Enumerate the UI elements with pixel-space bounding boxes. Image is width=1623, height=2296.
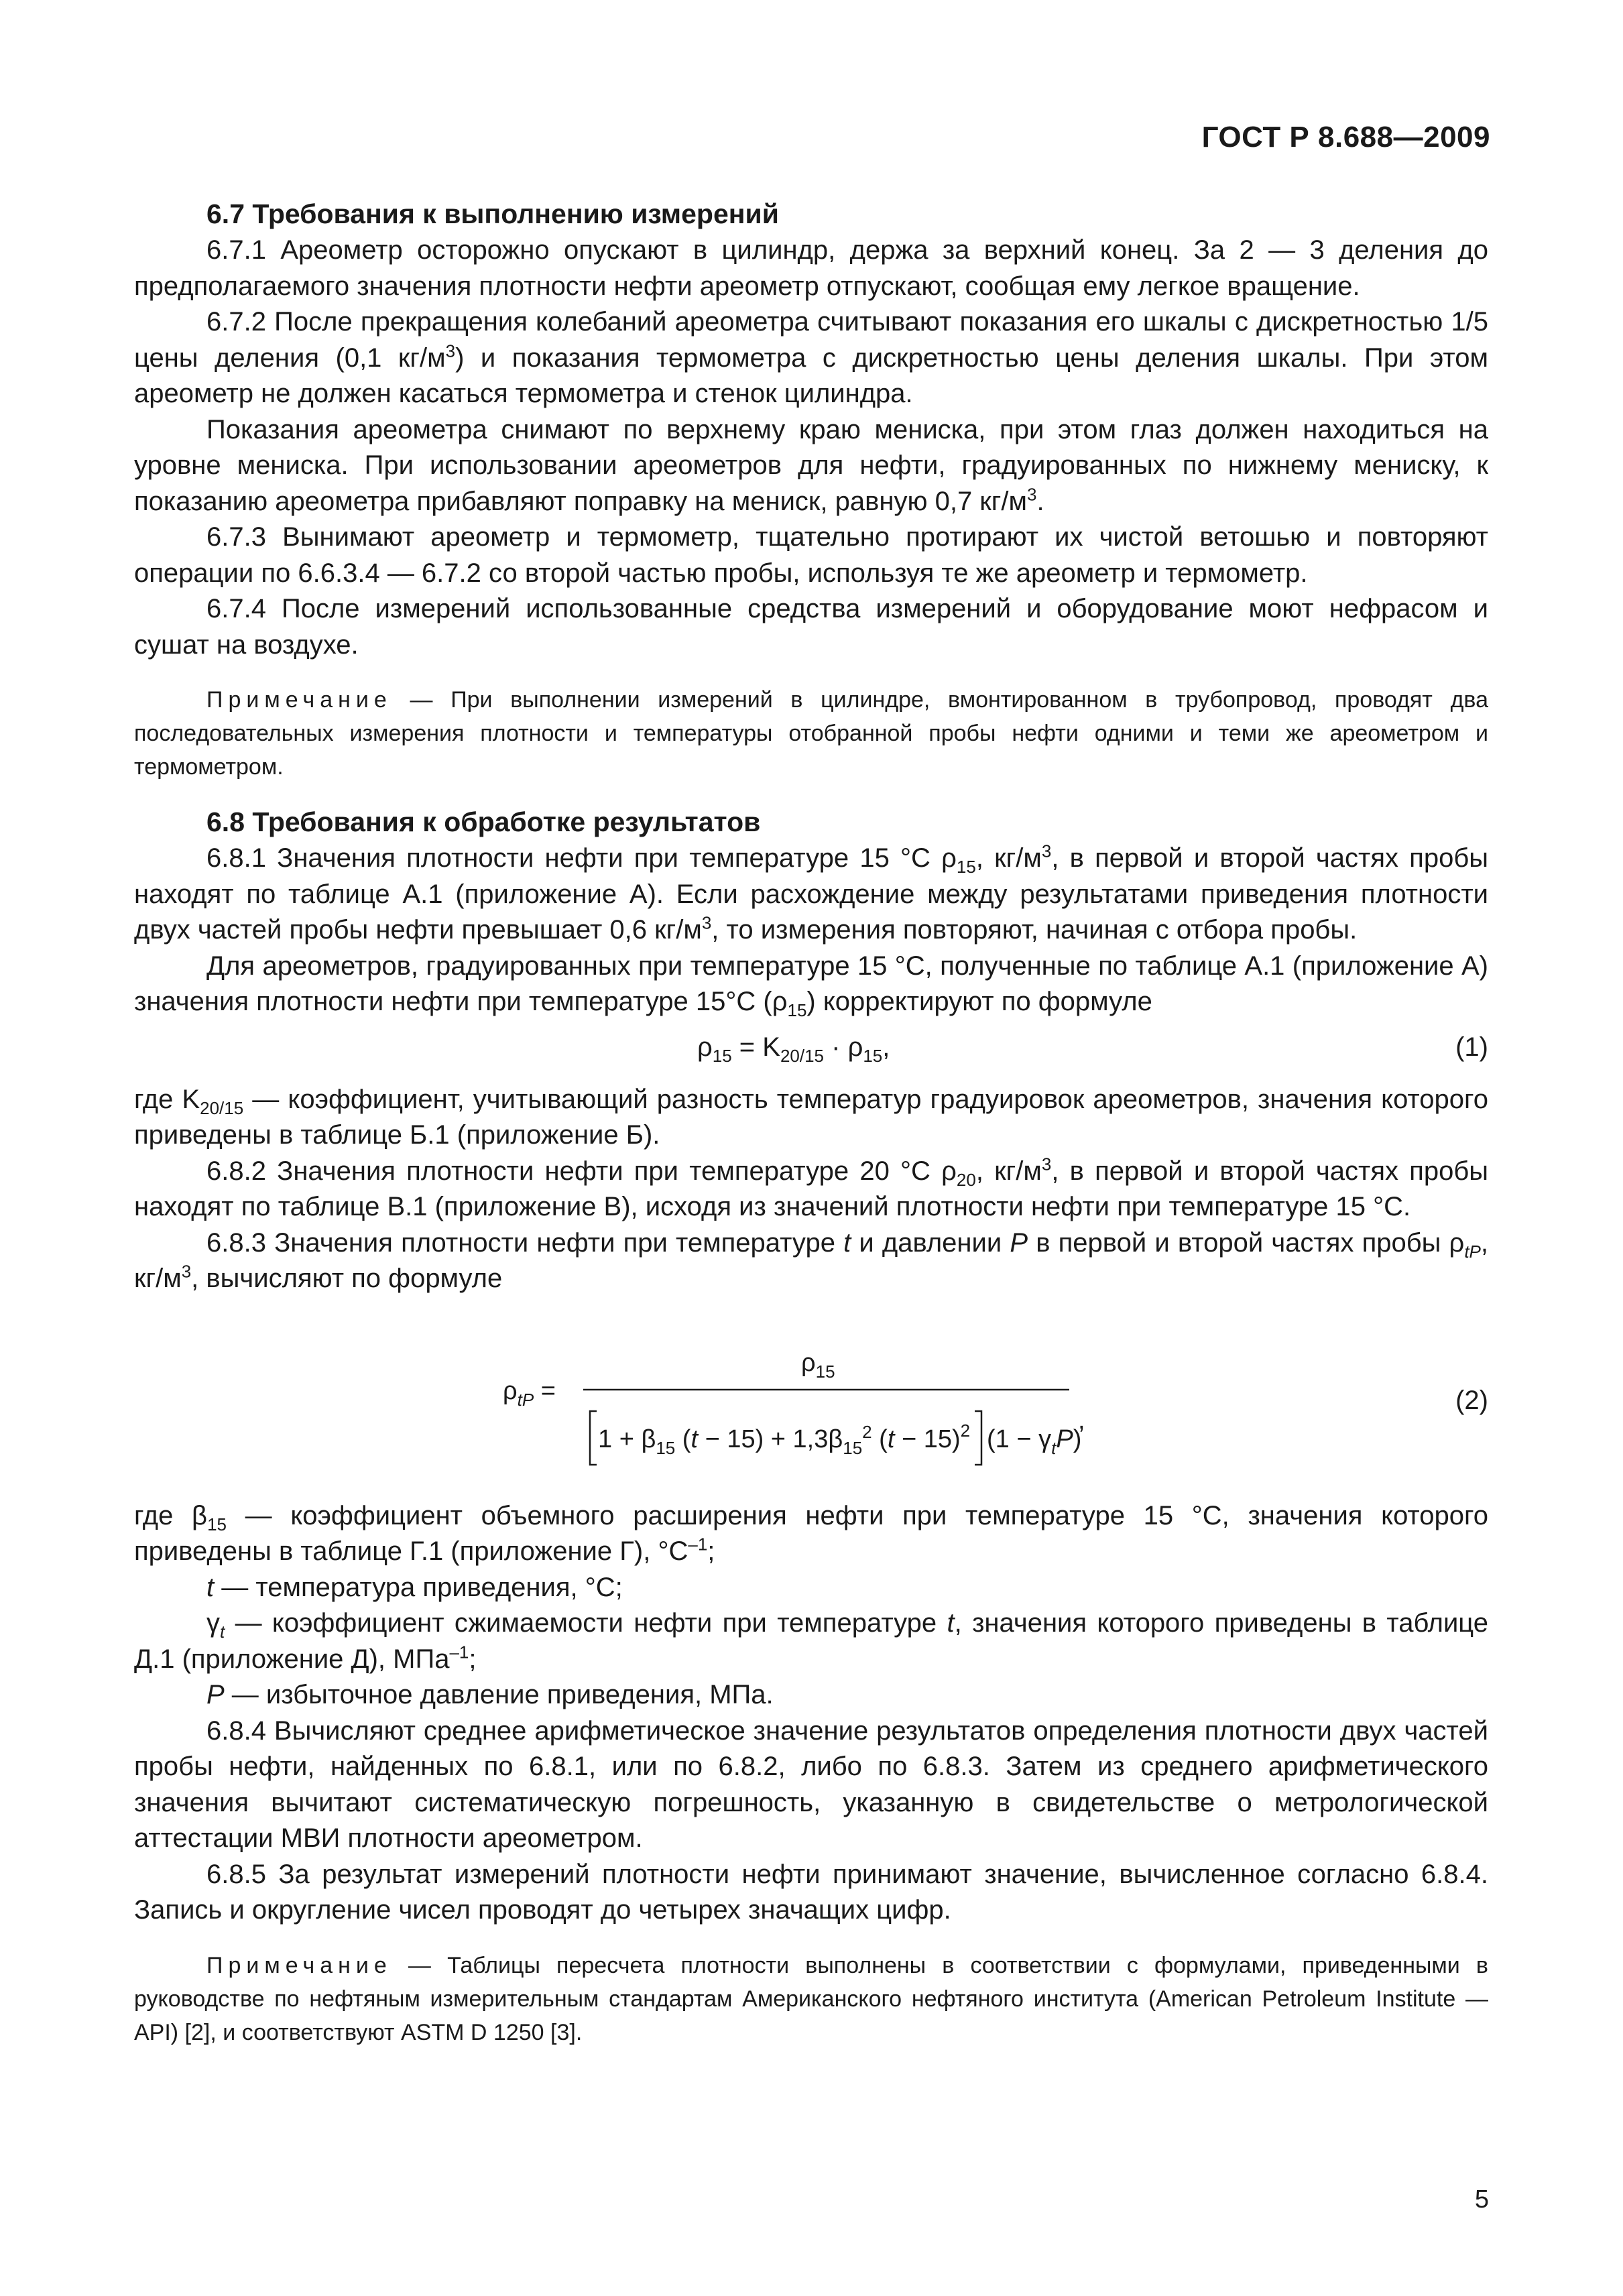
definition-gamma: $\gamma_t$ — коэффициент сжимаемости нефти при температуре t, значения которого приведены в таблице Д.1 (приложение Д), МПа$^{-1}$; [134, 1608, 1488, 1674]
note-6-8: Примечание — Таблицы пересчета плотности выполнены в соответствии с формулами, приведенными в руководстве по нефтяным измерительным стандартам Американского нефтяного института (American Petroleum Institute — API) [2], и соответствуют ASTM D 1250 [3]. [134, 1952, 1488, 2045]
section-heading-6-8: 6.8 Требования к обработке результатов [206, 806, 761, 837]
paragraph-k-coefficient: где $K_{20/15}$ — коэффициент, учитывающий разность температур градуировок ареометров, значения которого приведены в таблице Б.1 (приложение Б). [134, 1084, 1488, 1150]
variable-definitions [134, 1498, 1488, 1713]
svg-text:,: , [1078, 1406, 1085, 1435]
formula-2-number: (2) [1455, 1385, 1488, 1415]
page-content [134, 196, 1488, 2069]
paragraph-6-7-1: 6.7.1 Ареометр осторожно опускают в цилиндр, держа за верхний конец. За 2 — 3 деления до предполагаемого значения плотности нефти ареометр отпускают, сообщая ему легкое вращение. [134, 235, 1488, 301]
formula-2-denominator [590, 1406, 1085, 1465]
formula-2-lhs: $\rho_{tP}$ = [503, 1376, 556, 1410]
page-number: 5 [1474, 2185, 1489, 2214]
paragraph-6-7-2: 6.7.2 После прекращения колебаний ареометра считывают показания его шкалы с дискретностью 1/5 цены деления (0,1 $кг/м^3$) и показания термометра с дискретностью цены деления шкалы. При этом ареометр не должен касаться термометра и стенок цилиндра. [134, 307, 1489, 408]
paragraph-meniscus: Показания ареометра снимают по верхнему краю мениска, при этом глаз должен находиться на уровне мениска. При использовании ареометров для нефти, градуированных по нижнему мениску, к показанию ареометра прибавляют поправку на мениск, равную 0,7 $кг/м^3$. [134, 414, 1488, 516]
formula-1 [134, 1020, 1488, 1082]
svg-text:(1 − γtP): $(1 - \gamma_tP)$ [987, 1425, 1082, 1458]
paragraph-6-8-5: 6.8.5 За результат измерений плотности нефти принимают значение, вычисленное согласно 6.8.4. Запись и округление чисел проводят до четырех значащих цифр. [134, 1859, 1488, 1925]
paragraph-6-8-2: 6.8.2 Значения плотности нефти при температуре 20 °С $\rho_{20}$, $кг/м^3$, в первой и второй частях пробы находят по таблице В.1 (приложение В), исходя из значений плотности нефти при температуре 15 °С. [134, 1154, 1488, 1221]
formula-1-number: (1) [1455, 1032, 1488, 1062]
formula-2-graphic [134, 1297, 1140, 1498]
paragraph-6-8-1: 6.8.1 Значения плотности нефти при температуре 15 °С $\rho_{15}$, $кг/м^3$, в первой и второй частях пробы находят по таблице А.1 (приложение А). Если расхождение между результатами приведения плотности двух частей пробы нефти превышает 0,6 $кг/м^3$, то измерения повторяют, начиная с отбора пробы. [134, 841, 1488, 945]
paragraph-6-8-3: 6.8.3 Значения плотности нефти при температуре t и давлении P в первой и второй частях пробы $\rho_{tP}$, $кг/м^3$, вычисляют по формуле [134, 1227, 1489, 1293]
paragraph-6-7-4: 6.7.4 После измерений использованные средства измерений и оборудование моют нефрасом и сушат на воздухе. [134, 594, 1488, 660]
definition-p: P — избыточное давление приведения, МПа. [206, 1680, 774, 1709]
formula-1-expression: $\rho_{15} = K_{20/15} \cdot \rho_{15}$, [697, 1032, 890, 1066]
paragraph-6-7-3: 6.7.3 Вынимают ареометр и термометр, тщательно протирают их чистой ветошью и повторяют операции по 6.6.3.4 — 6.7.2 со второй частью пробы, используя те же ареометр и термометр. [134, 522, 1488, 588]
formula-2-numerator: $\rho_{15}$ [801, 1348, 835, 1382]
paragraph-hydrometers-15: Для ареометров, градуированных при температуре 15 °С, полученные по таблице А.1 (приложение А) значения плотности нефти при температуре 15°С $(\rho_{15})$ корректируют по формуле [134, 951, 1488, 1020]
section-heading-6-7: 6.7 Требования к выполнению измерений [206, 198, 779, 229]
definition-t: t — температура приведения, °С; [206, 1572, 623, 1602]
note-6-7: Примечание — При выполнении измерений в цилиндре, вмонтированном в трубопровод, проводят два последовательных измерения плотности и температуры отобранной пробы нефти одними и теми же ареометром и термометром. [134, 687, 1488, 780]
paragraph-6-8-4: 6.8.4 Вычисляют среднее арифметическое значение результатов определения плотности двух частей пробы нефти, найденных по 6.8.1, или по 6.8.2, либо по 6.8.3. Затем из среднего арифметического значения вычитают систематическую погрешность, указанную в свидетельстве о метрологической аттестации МВИ плотности ареометром. [134, 1715, 1488, 1853]
formula-2 [134, 1297, 1488, 1498]
svg-text:1 + β15 (t − 15) + 1,3β152 (t: $1 + \beta_{15}$ $(t - 15) + 1,3\beta_{15}^2$ $(t - 15)^2$ [598, 1420, 971, 1458]
document-id-header: ГОСТ Р 8.688—2009 [1201, 121, 1490, 154]
definition-beta: где $\beta_{15}$ — коэффициент объемного расширения нефти при температуре 15 °С, значения которого приведены в таблице Г.1 (приложение Г), $^\circ С^{-1}$; [134, 1500, 1488, 1566]
